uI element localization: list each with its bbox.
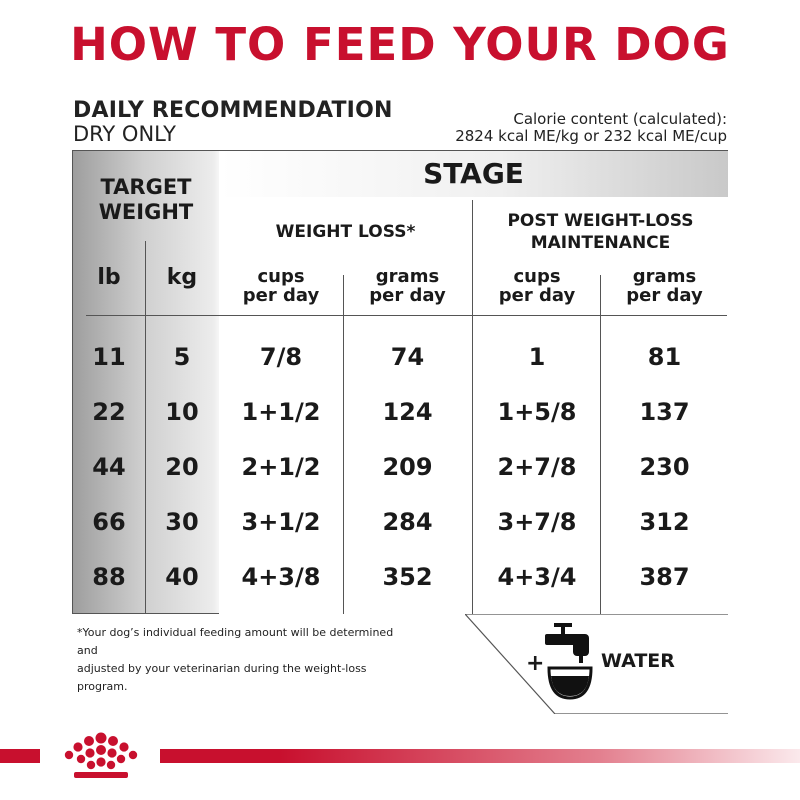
kg-column-header: kg <box>166 265 198 290</box>
stage-label: STAGE <box>423 157 524 190</box>
cell-kg: 5 <box>173 343 191 371</box>
wl-grams-header-line1: grams <box>375 266 440 287</box>
cell-m-grams: 81 <box>647 343 682 371</box>
m-grams-header-line1: grams <box>632 266 697 287</box>
wl-cups-header-line1: cups <box>257 266 305 287</box>
calorie-content-label: Calorie content (calculated): <box>513 110 727 128</box>
cell-m-cups: 3+7/8 <box>497 508 577 536</box>
cell-wl-grams: 209 <box>382 453 433 481</box>
cell-lb: 66 <box>92 508 126 536</box>
cell-wl-cups: 1+1/2 <box>241 398 321 426</box>
cell-lb: 44 <box>92 453 126 481</box>
cell-kg: 10 <box>165 398 199 426</box>
daily-recommendation-heading: DAILY RECOMMENDATION <box>73 98 393 123</box>
plus-sign: + <box>526 651 545 676</box>
page-title: HOW TO FEED YOUR DOG <box>70 18 730 71</box>
cell-wl-cups: 7/8 <box>259 343 303 371</box>
stage-header-bar <box>219 151 728 197</box>
m-grams-header-line2: per day <box>626 285 703 306</box>
wl-grams-header-line2: per day <box>369 285 446 306</box>
m-cups-header-line1: cups <box>513 266 561 287</box>
cell-m-grams: 387 <box>639 563 690 591</box>
cell-kg: 20 <box>165 453 199 481</box>
footnote-line1: *Your dog’s individual feeding amount will be determined and <box>77 626 394 657</box>
cell-wl-cups: 4+3/8 <box>241 563 321 591</box>
weight-loss-header: WEIGHT LOSS* <box>275 222 416 242</box>
water-callout-frame <box>465 614 728 714</box>
maintenance-header-line2: MAINTENANCE <box>530 233 671 253</box>
cell-lb: 22 <box>92 398 126 426</box>
target-weight-label-line2: WEIGHT <box>98 200 194 224</box>
cell-wl-grams: 352 <box>382 563 433 591</box>
lb-column-header: lb <box>97 265 121 290</box>
cell-m-grams: 230 <box>639 453 690 481</box>
calorie-content-value: 2824 kcal ME/kg or 232 kcal ME/cup <box>455 127 727 145</box>
cell-wl-grams: 124 <box>382 398 433 426</box>
cell-m-cups: 1+5/8 <box>497 398 577 426</box>
water-label: WATER <box>601 650 675 672</box>
cell-m-grams: 137 <box>639 398 690 426</box>
cell-wl-grams: 74 <box>390 343 425 371</box>
cell-lb: 11 <box>92 343 126 371</box>
faucet-bowl-icon <box>543 622 595 700</box>
cell-wl-grams: 284 <box>382 508 433 536</box>
royal-canin-crown-logo <box>56 732 146 782</box>
cell-m-cups: 2+7/8 <box>497 453 577 481</box>
divider <box>145 241 146 614</box>
target-weight-label-line1: TARGET <box>100 175 192 199</box>
cell-lb: 88 <box>92 563 126 591</box>
cell-m-cups: 1 <box>528 343 546 371</box>
maintenance-header-line1: POST WEIGHT-LOSS <box>507 211 694 231</box>
water-callout <box>465 614 728 714</box>
cell-wl-cups: 3+1/2 <box>241 508 321 536</box>
footnote <box>77 624 417 696</box>
cell-kg: 30 <box>165 508 199 536</box>
footnote-line2: adjusted by your veterinarian during the weight-loss program. <box>77 662 367 693</box>
dry-only-subheading: DRY ONLY <box>73 122 176 146</box>
feeding-table <box>72 150 728 614</box>
header-divider <box>86 315 727 316</box>
wl-cups-header-line2: per day <box>242 285 320 306</box>
m-cups-header-line2: per day <box>498 285 576 306</box>
cell-kg: 40 <box>165 563 199 591</box>
cell-wl-cups: 2+1/2 <box>241 453 321 481</box>
cell-m-grams: 312 <box>639 508 690 536</box>
cell-m-cups: 4+3/4 <box>497 563 577 591</box>
